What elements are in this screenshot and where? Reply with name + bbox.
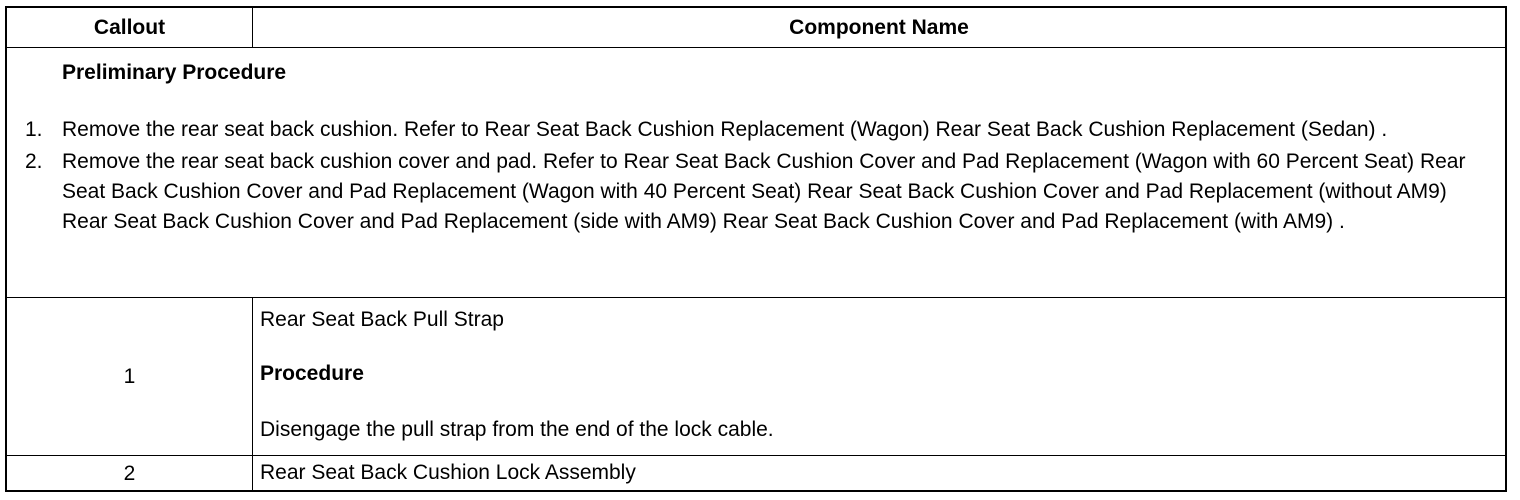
header-callout: Callout [7,8,253,47]
component-cell [260,456,1495,492]
table-row [7,298,1505,456]
component-cell [260,298,1495,455]
step-number: 1. [25,118,43,141]
component-name: Rear Seat Back Cushion Lock Assembly [260,461,636,484]
table-header-row [7,8,1505,48]
preliminary-procedure-title: Preliminary Procedure [62,61,287,84]
procedure-label: Procedure [260,362,364,385]
callout-cell: 2 [7,456,253,492]
header-component-name: Component Name [789,15,969,39]
step-text: Remove the rear seat back cushion cover and pad. Refer to Rear Seat Back Cushion Cover and Pad Replacement (Wagon with 60 Percent Seat) Rear Seat Back Cushion Cover and Pad Replacement (Wagon with 40 Percent Seat) Rear Seat Back Cushion Cover and Pad Replacement (without AM9) Rear Seat Back Cushion Cover and Pad Replacement (side with AM9) Rear Seat Back Cushion Cover and Pad Replacement (with AM9) . [62,150,1466,233]
step-text: Remove the rear seat back cushion. Refer to Rear Seat Back Cushion Replacement (Wagon) Rear Seat Back Cushion Replacement (Sedan) . [62,118,1388,141]
component-name: Rear Seat Back Pull Strap [260,308,504,331]
procedure-text: Disengage the pull strap from the end of the lock cable. [260,418,774,441]
preliminary-step [7,147,1505,237]
step-number: 2. [25,150,43,173]
preliminary-steps-list [7,115,1505,239]
callout-cell: 1 [7,298,253,455]
table-row [7,456,1505,492]
preliminary-procedure-row [7,48,1505,298]
component-table [5,6,1507,492]
preliminary-step [7,115,1505,145]
